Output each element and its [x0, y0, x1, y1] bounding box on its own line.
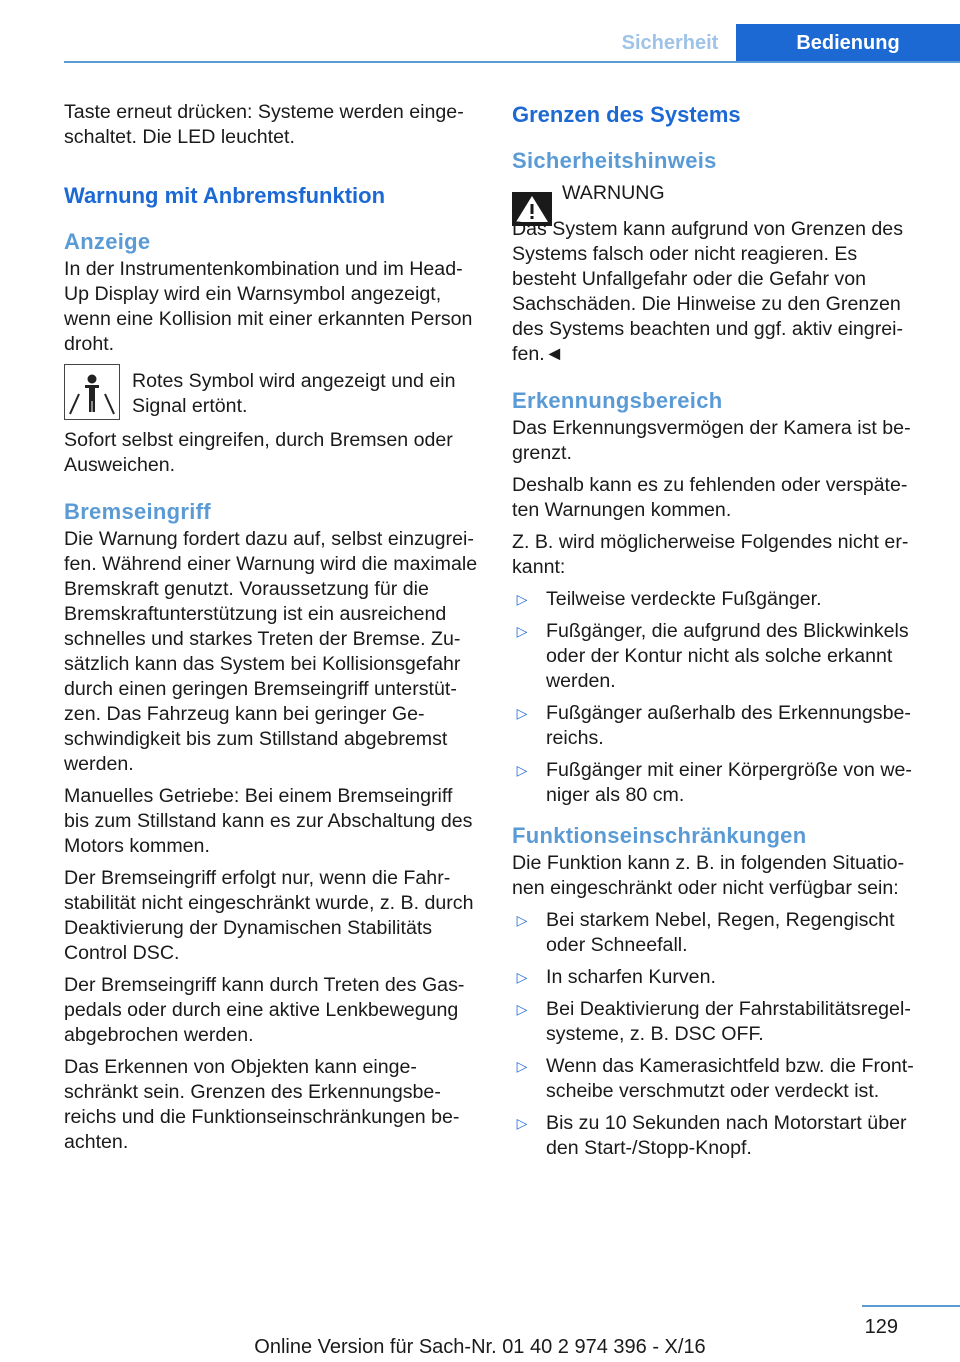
- detection-paragraph-3: Z. B. wird möglicherweise Folgendes nicht erkannt:: [512, 531, 909, 578]
- brake-paragraph-4: Der Bremseingriff kann durch Treten des Gaspedals oder durch eine aktive Lenkbewegung abgebrochen werden.: [64, 974, 465, 1046]
- detection-list: [512, 587, 924, 808]
- warning-label: WARNUNG: [562, 182, 665, 204]
- display-paragraph: In der Instrumentenkombination und im Head-Up Display wird ein Warnsymbol angezeigt, wenn eine Kollision mit einer erkannten Person droht.: [64, 258, 473, 355]
- bullet-icon: ▷: [516, 705, 528, 721]
- brake-paragraph-2: Manuelles Getriebe: Bei einem Bremseingriff bis zum Stillstand kann es zur Abschaltung des Motors kommen.: [64, 785, 473, 857]
- page-number-rule: [862, 1305, 960, 1307]
- brake-paragraph-3: Der Bremseingriff erfolgt nur, wenn die Fahrstabilität nicht eingeschränkt wurde, z. B. durch Deaktivierung der Dynamischen Stabilitäts Control DSC.: [64, 867, 474, 964]
- list-item: ▷ Fußgänger, die aufgrund des Blickwinkels oder der Kontur nicht als solche erkannt werden.: [512, 619, 924, 694]
- heading-system-limits: Grenzen des Systems: [512, 102, 741, 127]
- heading-warning-brake: Warnung mit Anbremsfunktion: [64, 183, 386, 208]
- heading-detection-range: Erkennungsbereich: [512, 388, 723, 413]
- list-item: ▷ Teilweise verdeckte Fußgänger.: [512, 587, 924, 612]
- header-tab-safety: Sicherheit: [621, 32, 719, 54]
- bullet-icon: ▷: [516, 1058, 528, 1074]
- list-item: ▷ Wenn das Kamerasichtfeld bzw. die Frontscheibe verschmutzt oder verdeckt ist.: [512, 1054, 924, 1104]
- bullet-icon: ▷: [516, 969, 528, 985]
- heading-brake-intervention: Bremseingriff: [64, 499, 211, 524]
- detection-paragraph-2: Deshalb kann es zu fehlenden oder verspäteten Warnungen kommen.: [512, 474, 908, 521]
- header-rule: [64, 61, 960, 63]
- bullet-icon: ▷: [516, 1115, 528, 1131]
- right-column: [512, 100, 924, 1168]
- heading-display: Anzeige: [64, 229, 151, 254]
- header-tab-operation: Bedienung: [736, 24, 960, 62]
- restrictions-list: [512, 908, 924, 1161]
- list-item: ▷ Fußgänger mit einer Körpergröße von weniger als 80 cm.: [512, 758, 924, 808]
- list-item: ▷ Fußgänger außerhalb des Erkennungsbereichs.: [512, 701, 924, 751]
- brake-paragraph-1: Die Warnung fordert dazu auf, selbst einzugreifen. Während einer Warnung wird die maximale Bremskraft genutzt. Voraussetzung für die Bremskraftunterstützung ist ein ausreichend schnelles und starkes Treten der Bremse. Zusätzlich kann das System bei Kollisionsgefahr durch einen geringen Bremseingriff unterstützen. Das Fahrzeug kann bei geringer Geschwindigkeit bis zum Stillstand abgebremst werden.: [64, 528, 478, 775]
- warning-text: Das System kann aufgrund von Grenzen des Systems falsch oder nicht reagieren. Es besteht Unfallgefahr oder die Gefahr von Sachschäden. Die Hinweise zu den Grenzen des Systems beachten und ggf. aktiv eingreifen.◄: [512, 218, 904, 365]
- react-paragraph: Sofort selbst eingreifen, durch Bremsen oder Ausweichen.: [64, 429, 453, 476]
- page-number: 129: [864, 1316, 898, 1338]
- brake-paragraph-5: Das Erkennen von Objekten kann eingeschränkt sein. Grenzen des Erkennungsbereichs und die Funktionseinschränkungen beachten.: [64, 1056, 460, 1153]
- list-item: ▷ In scharfen Kurven.: [512, 965, 924, 990]
- bullet-icon: ▷: [516, 591, 528, 607]
- bullet-icon: ▷: [516, 1001, 528, 1017]
- footer-text: Online Version für Sach-Nr. 01 40 2 974 396 - X/16: [254, 1336, 706, 1358]
- left-column: [64, 100, 482, 1162]
- list-item: ▷ Bei starkem Nebel, Regen, Regengischt oder Schneefall.: [512, 908, 924, 958]
- bullet-icon: ▷: [516, 912, 528, 928]
- bullet-icon: ▷: [516, 623, 528, 639]
- detection-paragraph-1: Das Erkennungsvermögen der Kamera ist begrenzt.: [512, 417, 911, 464]
- list-item: ▷ Bis zu 10 Sekunden nach Motorstart über den Start-/Stopp-Knopf.: [512, 1111, 924, 1161]
- symbol-row: [64, 364, 482, 420]
- heading-safety-note: Sicherheitshinweis: [512, 148, 717, 173]
- intro-paragraph: Taste erneut drücken: Systeme werden eingeschaltet. Die LED leuchtet.: [64, 101, 464, 148]
- bullet-icon: ▷: [516, 762, 528, 778]
- heading-function-restrictions: Funktionseinschränkungen: [512, 823, 807, 848]
- pedestrian-warning-icon: [64, 364, 120, 420]
- symbol-caption: Rotes Symbol wird angezeigt und ein Signal ertönt.: [132, 370, 456, 417]
- restrictions-paragraph: Die Funktion kann z. B. in folgenden Situationen eingeschränkt oder nicht verfügbar sein:: [512, 852, 905, 899]
- list-item: ▷ Bei Deaktivierung der Fahrstabilitätsregelsysteme, z. B. DSC OFF.: [512, 997, 924, 1047]
